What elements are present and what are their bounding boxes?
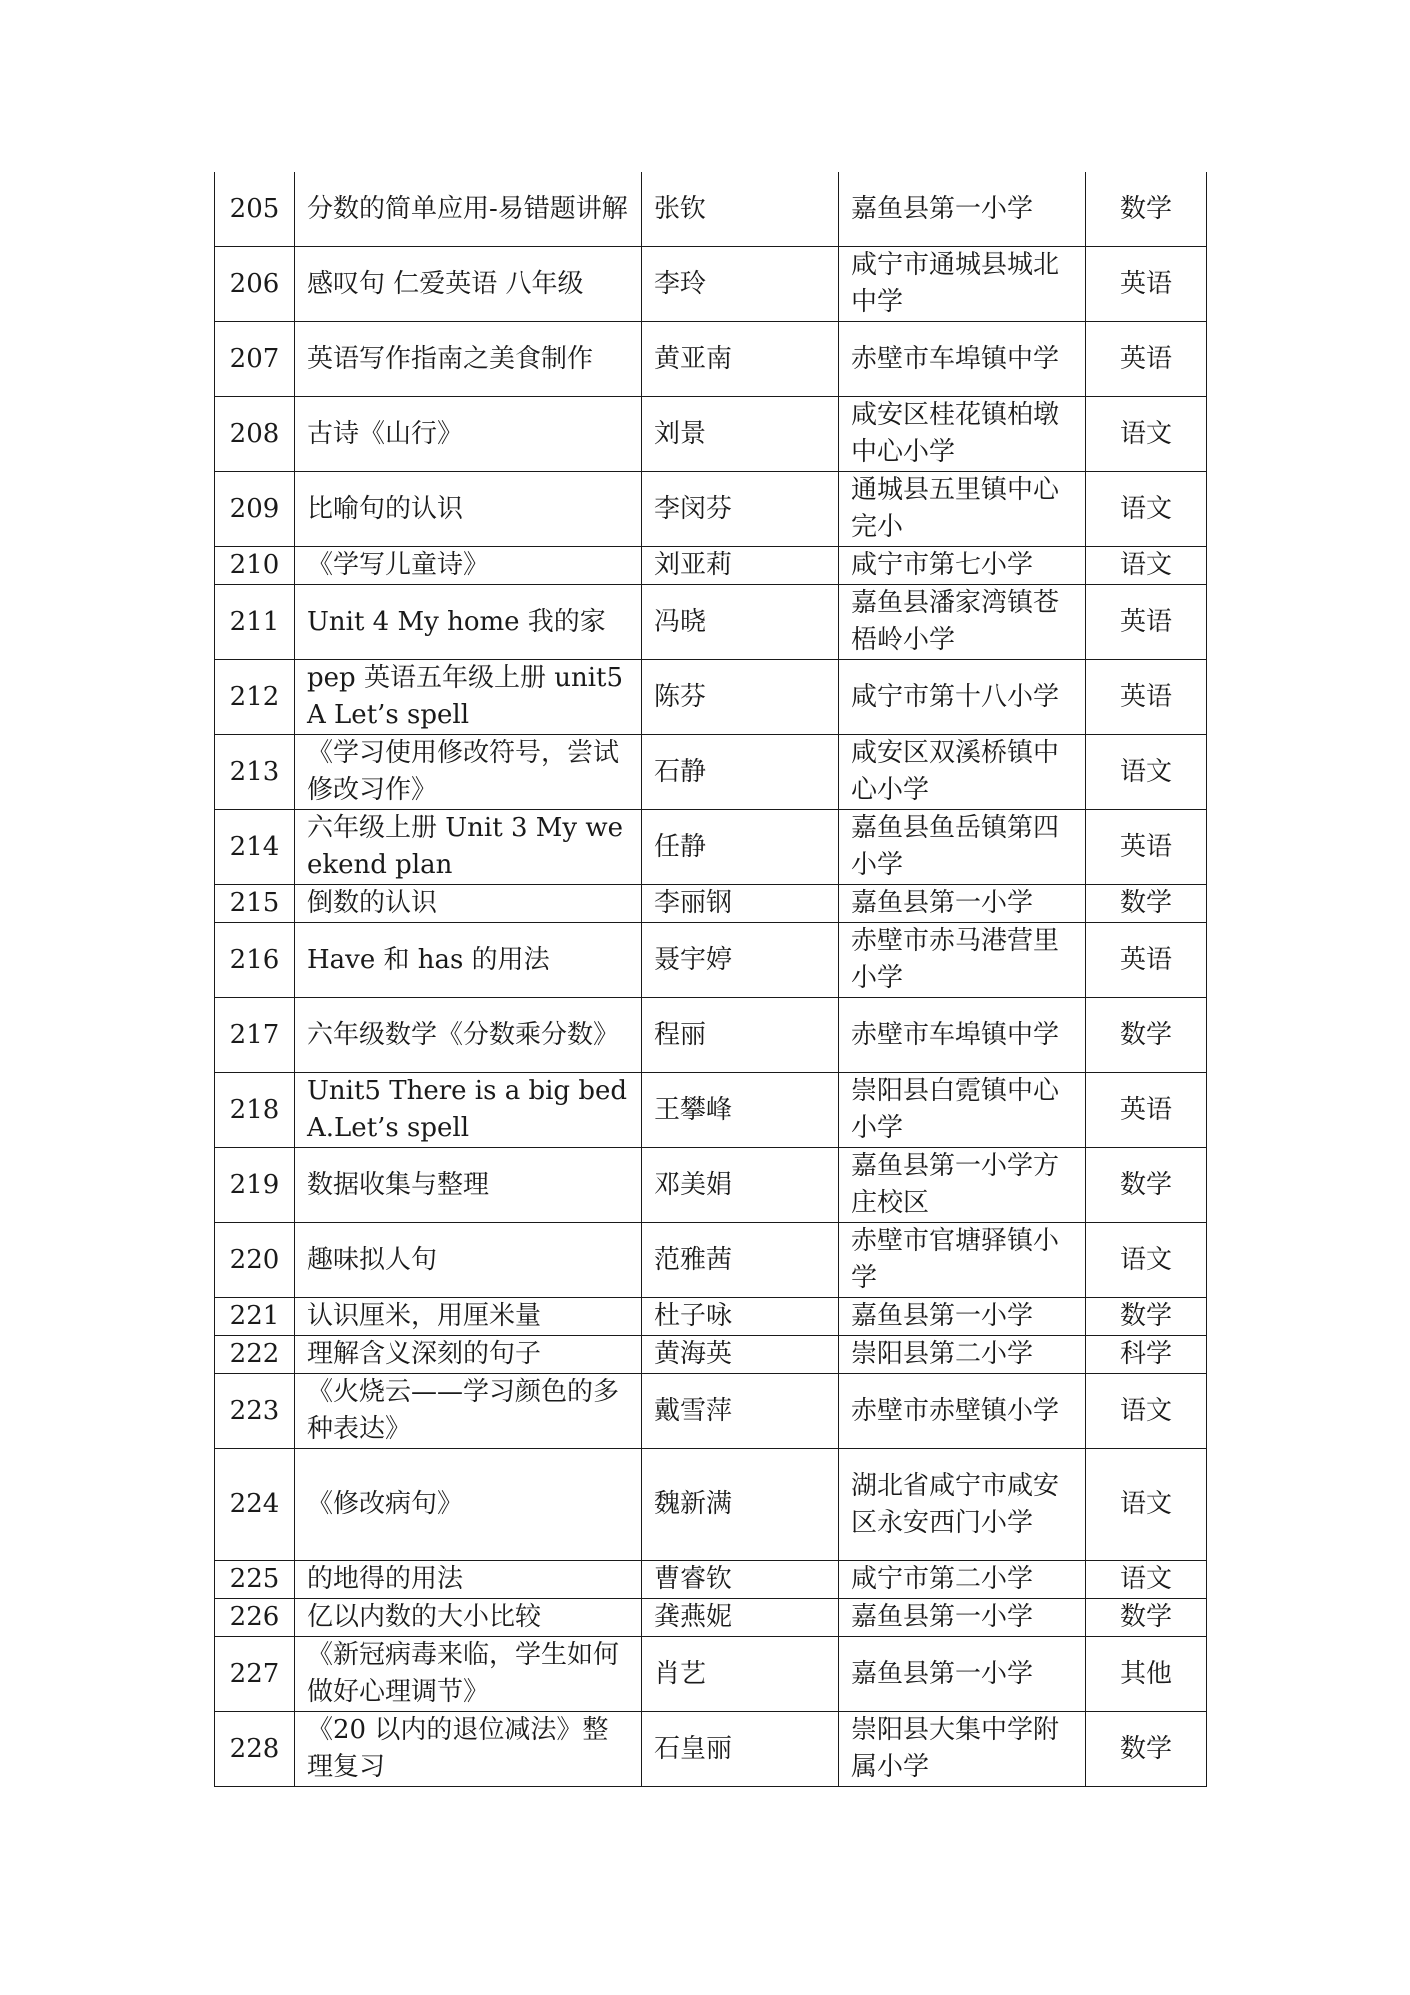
table-row — [215, 1374, 1207, 1449]
subject-cell: 语文 — [1086, 1449, 1207, 1561]
school-cell: 咸安区双溪桥镇中心小学 — [839, 735, 1086, 810]
subject-cell: 数学 — [1086, 1599, 1207, 1637]
row-number-cell: 213 — [215, 735, 295, 810]
teacher-cell: 石静 — [642, 735, 839, 810]
table-row — [215, 810, 1207, 885]
school-cell: 咸宁市第十八小学 — [839, 660, 1086, 735]
subject-cell: 语文 — [1086, 1561, 1207, 1599]
teacher-cell: 陈芬 — [642, 660, 839, 735]
table-row — [215, 172, 1207, 247]
school-cell: 崇阳县大集中学附属小学 — [839, 1712, 1086, 1787]
row-number-cell: 220 — [215, 1223, 295, 1298]
topic-cell: 古诗《山行》 — [295, 397, 642, 472]
row-number-cell: 222 — [215, 1336, 295, 1374]
subject-cell: 数学 — [1086, 998, 1207, 1073]
subject-cell: 语文 — [1086, 472, 1207, 547]
school-cell: 嘉鱼县第一小学方庄校区 — [839, 1148, 1086, 1223]
table-row — [215, 397, 1207, 472]
topic-cell: Unit5 There is a big bed A.Let’s spell — [295, 1073, 642, 1148]
school-cell: 赤壁市赤壁镇小学 — [839, 1374, 1086, 1449]
teacher-cell: 李玲 — [642, 247, 839, 322]
subject-cell: 英语 — [1086, 923, 1207, 998]
row-number-cell: 210 — [215, 547, 295, 585]
course-table — [214, 172, 1207, 1787]
row-number-cell: 216 — [215, 923, 295, 998]
teacher-cell: 王攀峰 — [642, 1073, 839, 1148]
topic-cell: 理解含义深刻的句子 — [295, 1336, 642, 1374]
subject-cell: 数学 — [1086, 885, 1207, 923]
table-row — [215, 998, 1207, 1073]
topic-cell: 分数的简单应用-易错题讲解 — [295, 172, 642, 247]
table-row — [215, 547, 1207, 585]
subject-cell: 语文 — [1086, 397, 1207, 472]
teacher-cell: 黄海英 — [642, 1336, 839, 1374]
subject-cell: 其他 — [1086, 1637, 1207, 1712]
subject-cell: 语文 — [1086, 1223, 1207, 1298]
table-row — [215, 735, 1207, 810]
topic-cell: pep 英语五年级上册 unit5 A Let’s spell — [295, 660, 642, 735]
topic-cell: 《火烧云——学习颜色的多种表达》 — [295, 1374, 642, 1449]
topic-cell: 《学习使用修改符号，尝试修改习作》 — [295, 735, 642, 810]
school-cell: 赤壁市赤马港营里小学 — [839, 923, 1086, 998]
school-cell: 嘉鱼县第一小学 — [839, 1298, 1086, 1336]
teacher-cell: 聂宇婷 — [642, 923, 839, 998]
school-cell: 嘉鱼县鱼岳镇第四小学 — [839, 810, 1086, 885]
table-row — [215, 472, 1207, 547]
subject-cell: 英语 — [1086, 247, 1207, 322]
teacher-cell: 石皇丽 — [642, 1712, 839, 1787]
table-row — [215, 247, 1207, 322]
row-number-cell: 214 — [215, 810, 295, 885]
teacher-cell: 龚燕妮 — [642, 1599, 839, 1637]
table-row — [215, 1561, 1207, 1599]
subject-cell: 数学 — [1086, 1712, 1207, 1787]
school-cell: 嘉鱼县第一小学 — [839, 1599, 1086, 1637]
teacher-cell: 范雅茜 — [642, 1223, 839, 1298]
row-number-cell: 228 — [215, 1712, 295, 1787]
subject-cell: 英语 — [1086, 660, 1207, 735]
course-table-body — [215, 172, 1207, 1787]
school-cell: 赤壁市车埠镇中学 — [839, 998, 1086, 1073]
teacher-cell: 刘景 — [642, 397, 839, 472]
topic-cell: 《新冠病毒来临，学生如何做好心理调节》 — [295, 1637, 642, 1712]
row-number-cell: 218 — [215, 1073, 295, 1148]
topic-cell: 倒数的认识 — [295, 885, 642, 923]
table-row — [215, 1148, 1207, 1223]
row-number-cell: 207 — [215, 322, 295, 397]
subject-cell: 英语 — [1086, 322, 1207, 397]
teacher-cell: 邓美娟 — [642, 1148, 839, 1223]
school-cell: 崇阳县第二小学 — [839, 1336, 1086, 1374]
teacher-cell: 张钦 — [642, 172, 839, 247]
topic-cell: 亿以内数的大小比较 — [295, 1599, 642, 1637]
teacher-cell: 李丽钢 — [642, 885, 839, 923]
row-number-cell: 215 — [215, 885, 295, 923]
subject-cell: 英语 — [1086, 810, 1207, 885]
school-cell: 嘉鱼县第一小学 — [839, 1637, 1086, 1712]
table-row — [215, 885, 1207, 923]
topic-cell: 六年级数学《分数乘分数》 — [295, 998, 642, 1073]
school-cell: 嘉鱼县第一小学 — [839, 885, 1086, 923]
subject-cell: 语文 — [1086, 1374, 1207, 1449]
school-cell: 咸宁市通城县城北中学 — [839, 247, 1086, 322]
topic-cell: Have 和 has 的用法 — [295, 923, 642, 998]
table-row — [215, 1073, 1207, 1148]
teacher-cell: 黄亚南 — [642, 322, 839, 397]
topic-cell: 趣味拟人句 — [295, 1223, 642, 1298]
subject-cell: 科学 — [1086, 1336, 1207, 1374]
school-cell: 咸宁市第二小学 — [839, 1561, 1086, 1599]
subject-cell: 英语 — [1086, 585, 1207, 660]
row-number-cell: 225 — [215, 1561, 295, 1599]
school-cell: 咸宁市第七小学 — [839, 547, 1086, 585]
school-cell: 崇阳县白霓镇中心小学 — [839, 1073, 1086, 1148]
table-row — [215, 1599, 1207, 1637]
topic-cell: 《修改病句》 — [295, 1449, 642, 1561]
school-cell: 通城县五里镇中心完小 — [839, 472, 1086, 547]
topic-cell: 英语写作指南之美食制作 — [295, 322, 642, 397]
subject-cell: 语文 — [1086, 547, 1207, 585]
table-row — [215, 1637, 1207, 1712]
topic-cell: 认识厘米，用厘米量 — [295, 1298, 642, 1336]
subject-cell: 数学 — [1086, 1298, 1207, 1336]
teacher-cell: 戴雪萍 — [642, 1374, 839, 1449]
subject-cell: 英语 — [1086, 1073, 1207, 1148]
topic-cell: 《学写儿童诗》 — [295, 547, 642, 585]
school-cell: 嘉鱼县潘家湾镇苍梧岭小学 — [839, 585, 1086, 660]
row-number-cell: 205 — [215, 172, 295, 247]
topic-cell: 六年级上册 Unit 3 My weekend plan — [295, 810, 642, 885]
row-number-cell: 226 — [215, 1599, 295, 1637]
teacher-cell: 肖艺 — [642, 1637, 839, 1712]
table-row — [215, 1336, 1207, 1374]
school-cell: 湖北省咸宁市咸安区永安西门小学 — [839, 1449, 1086, 1561]
table-row — [215, 1712, 1207, 1787]
topic-cell: 比喻句的认识 — [295, 472, 642, 547]
topic-cell: 数据收集与整理 — [295, 1148, 642, 1223]
topic-cell: 《20 以内的退位减法》整理复习 — [295, 1712, 642, 1787]
teacher-cell: 曹睿钦 — [642, 1561, 839, 1599]
teacher-cell: 李闵芬 — [642, 472, 839, 547]
table-row — [215, 1298, 1207, 1336]
topic-cell: 感叹句 仁爱英语 八年级 — [295, 247, 642, 322]
subject-cell: 语文 — [1086, 735, 1207, 810]
teacher-cell: 冯晓 — [642, 585, 839, 660]
row-number-cell: 212 — [215, 660, 295, 735]
table-row — [215, 923, 1207, 998]
school-cell: 赤壁市车埠镇中学 — [839, 322, 1086, 397]
table-row — [215, 585, 1207, 660]
subject-cell: 数学 — [1086, 172, 1207, 247]
topic-cell: 的地得的用法 — [295, 1561, 642, 1599]
row-number-cell: 211 — [215, 585, 295, 660]
subject-cell: 数学 — [1086, 1148, 1207, 1223]
table-row — [215, 1223, 1207, 1298]
row-number-cell: 217 — [215, 998, 295, 1073]
row-number-cell: 227 — [215, 1637, 295, 1712]
row-number-cell: 219 — [215, 1148, 295, 1223]
school-cell: 赤壁市官塘驿镇小学 — [839, 1223, 1086, 1298]
teacher-cell: 任静 — [642, 810, 839, 885]
teacher-cell: 魏新满 — [642, 1449, 839, 1561]
row-number-cell: 209 — [215, 472, 295, 547]
school-cell: 咸安区桂花镇柏墩中心小学 — [839, 397, 1086, 472]
teacher-cell: 杜子咏 — [642, 1298, 839, 1336]
row-number-cell: 221 — [215, 1298, 295, 1336]
teacher-cell: 刘亚莉 — [642, 547, 839, 585]
table-row — [215, 660, 1207, 735]
row-number-cell: 223 — [215, 1374, 295, 1449]
row-number-cell: 224 — [215, 1449, 295, 1561]
school-cell: 嘉鱼县第一小学 — [839, 172, 1086, 247]
teacher-cell: 程丽 — [642, 998, 839, 1073]
row-number-cell: 206 — [215, 247, 295, 322]
table-row — [215, 1449, 1207, 1561]
topic-cell: Unit 4 My home 我的家 — [295, 585, 642, 660]
table-row — [215, 322, 1207, 397]
row-number-cell: 208 — [215, 397, 295, 472]
